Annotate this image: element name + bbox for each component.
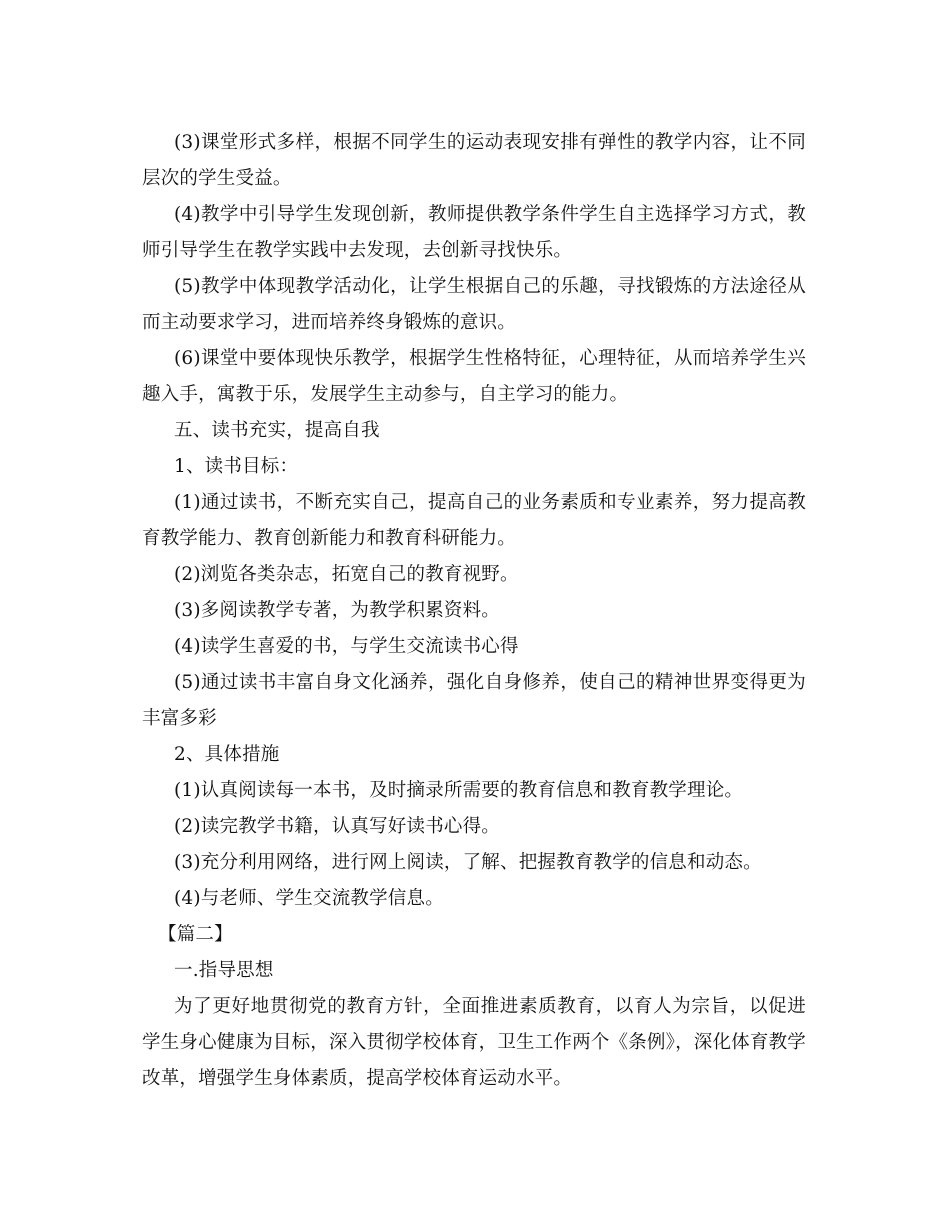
subheading-specific-measures: 2、具体措施 [174, 744, 280, 765]
section-marker-part-two: 【篇二】 [158, 924, 233, 945]
paragraph-3-class-forms: (3)课堂形式多样，根据不同学生的运动表现安排有弹性的教学内容，让不同层次的学生受益。 [142, 132, 806, 189]
paragraph-4-guide-innovation: (4)教学中引导学生发现创新，教师提供教学条件学生自主选择学习方式，教师引导学生在教学实践中去发现，去创新寻找快乐。 [142, 204, 806, 261]
document-body [142, 125, 806, 1097]
goal-item-4: (4)读学生喜爱的书，与学生交流读书心得 [174, 636, 519, 657]
paragraph-guiding-ideology: 为了更好地贯彻党的教育方针，全面推进素质教育，以育人为宗旨，以促进学生身心健康为目标，深入贯彻学校体育，卫生工作两个《条例》，深化体育教学改革，增强学生身体素质，提高学校体育运动水平。 [142, 996, 806, 1089]
section-heading-reading: 五、读书充实，提高自我 [174, 420, 380, 441]
measure-item-3: (3)充分利用网络，进行网上阅读，了解、把握教育教学的信息和动态。 [174, 852, 762, 873]
measure-item-1: (1)认真阅读每一本书，及时摘录所需要的教育信息和教育教学理论。 [174, 780, 744, 801]
paragraph-5-activity-teaching: (5)教学中体现教学活动化，让学生根据自己的乐趣，寻找锻炼的方法途径从而主动要求学习，进而培养终身锻炼的意识。 [142, 276, 806, 333]
subheading-reading-goals: 1、读书目标： [174, 456, 299, 477]
measure-item-2: (2)读完教学书籍，认真写好读书心得。 [174, 816, 501, 837]
goal-item-3: (3)多阅读教学专著，为教学积累资料。 [174, 600, 501, 621]
goal-item-5: (5)通过读书丰富自身文化涵养，强化自身修养，使自己的精神世界变得更为丰富多彩 [142, 672, 806, 729]
goal-item-1: (1)通过读书，不断充实自己，提高自己的业务素质和专业素养，努力提高教育教学能力、教育创新能力和教育科研能力。 [142, 492, 806, 549]
goal-item-2: (2)浏览各类杂志，拓宽自己的教育视野。 [174, 564, 519, 585]
heading-guiding-ideology: 一.指导思想 [174, 960, 274, 981]
paragraph-6-happy-teaching: (6)课堂中要体现快乐教学，根据学生性格特征，心理特征，从而培养学生兴趣入手，寓教于乐，发展学生主动参与，自主学习的能力。 [142, 348, 806, 405]
measure-item-4: (4)与老师、学生交流教学信息。 [174, 888, 444, 909]
